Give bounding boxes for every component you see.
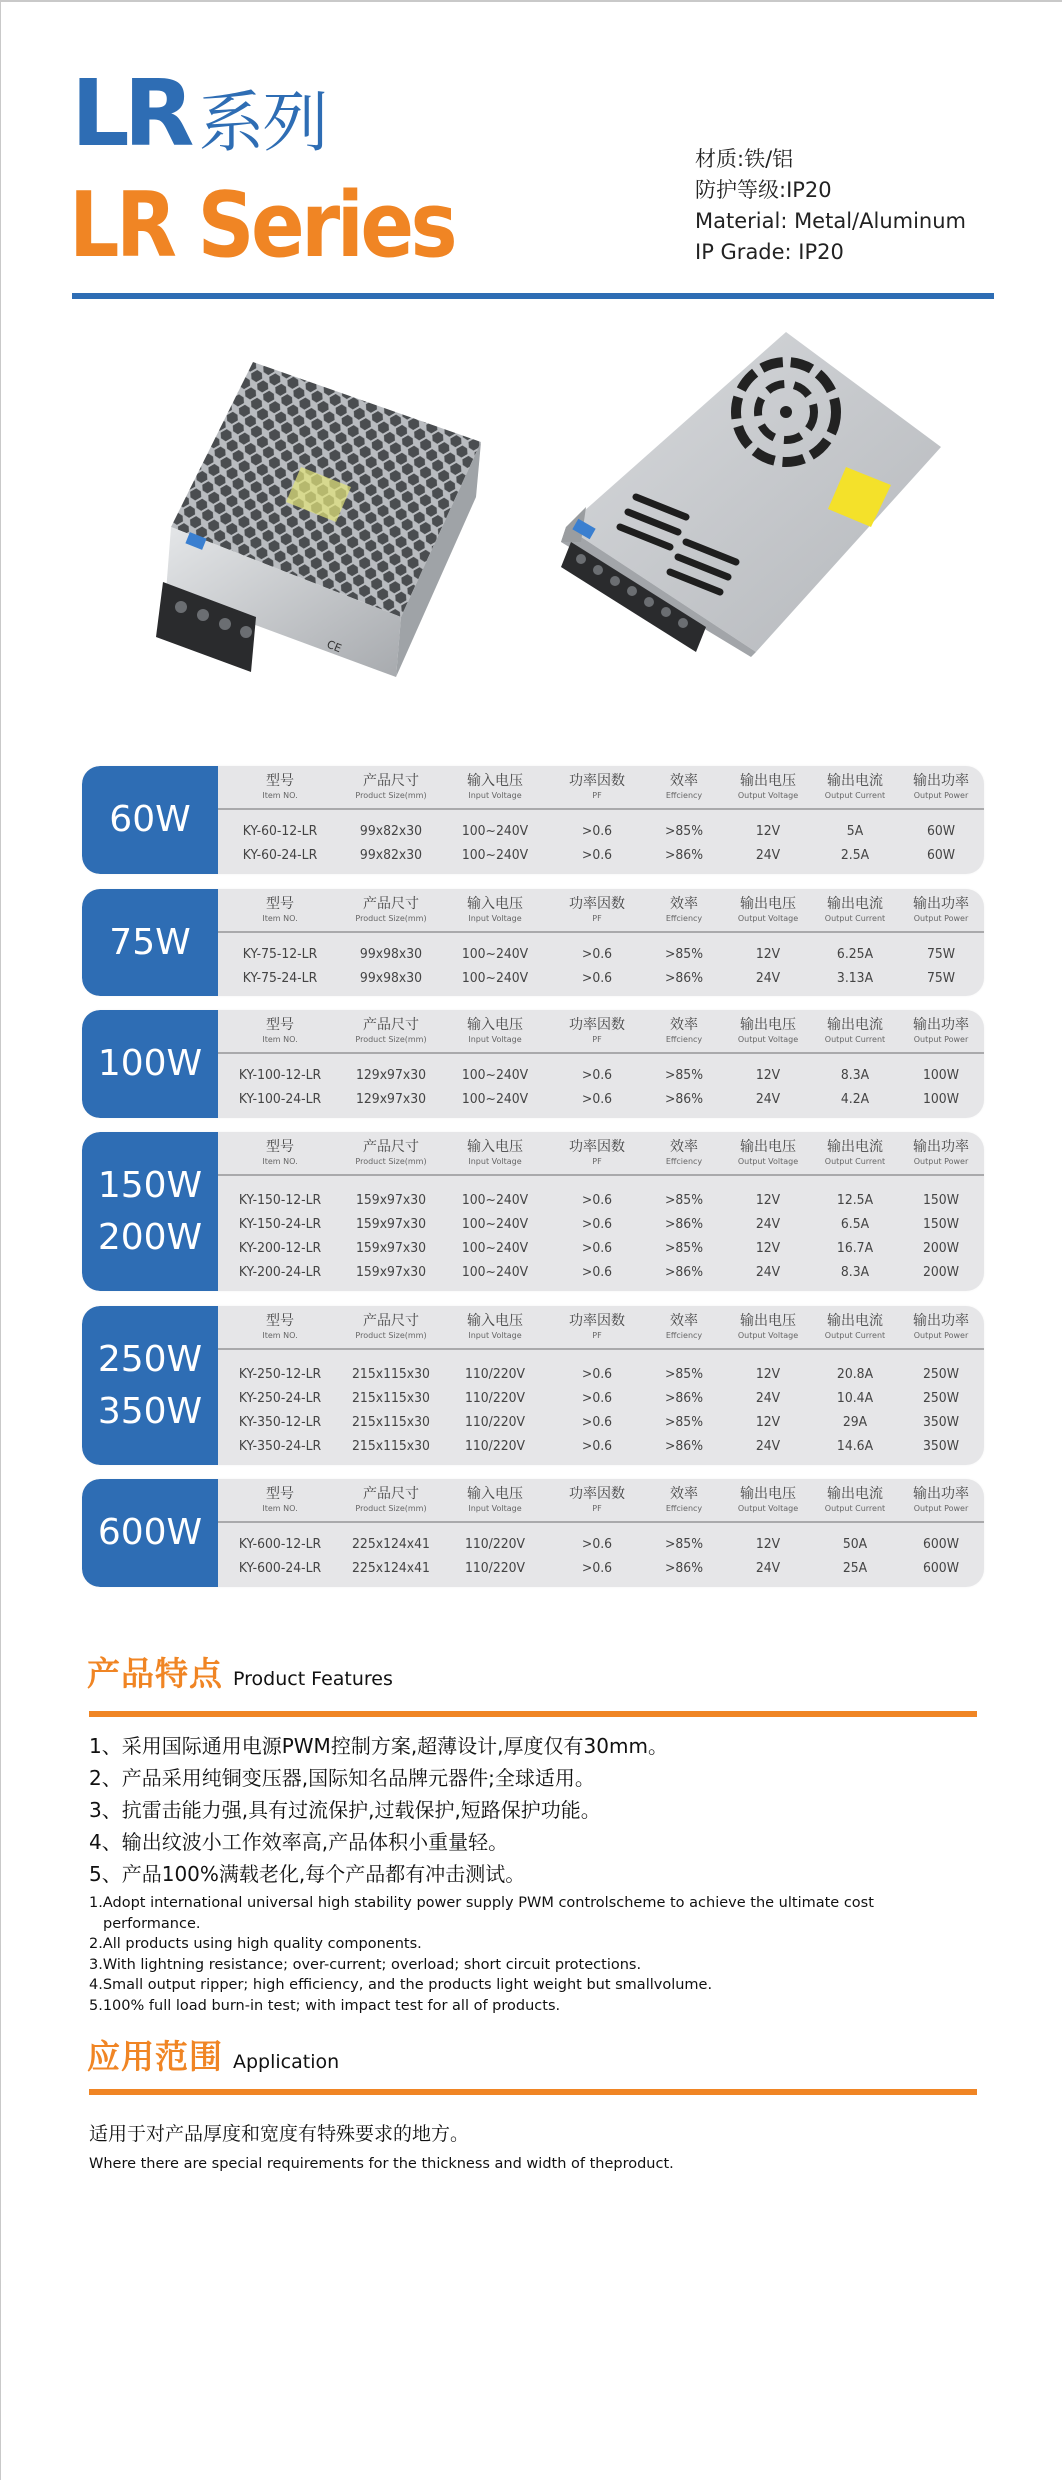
wattage-badge	[82, 889, 218, 996]
feature-item-en-continued: performance.	[103, 1915, 201, 1932]
cell-input-voltage: 100~240V	[461, 1067, 529, 1083]
cell-item-no: KY-350-12-LR	[238, 1414, 322, 1430]
cell-pf: >0.6	[581, 1414, 613, 1430]
product-image-psu-60w	[151, 347, 481, 677]
spec-table	[218, 1306, 984, 1465]
cell-item-no: KY-600-12-LR	[238, 1536, 322, 1552]
table-header-row	[218, 1479, 984, 1523]
cell-pf: >0.6	[581, 1390, 613, 1406]
col-efficiency: 效率 Effciency	[665, 1139, 703, 1166]
cell-output-voltage: 12V	[755, 1536, 781, 1552]
cell-input-voltage: 100~240V	[461, 946, 529, 962]
col-pf: 功率因数 PF	[569, 1486, 625, 1513]
cell-output-power: 250W	[923, 1390, 959, 1406]
table-header-row	[218, 766, 984, 810]
cell-pf: >0.6	[581, 823, 613, 839]
cell-size: 99x82x30	[359, 847, 423, 863]
col-input-voltage: 输入电压 Input Voltage	[467, 1313, 523, 1340]
table-header-row	[218, 889, 984, 933]
table-row	[218, 1212, 984, 1236]
cell-efficiency: >85%	[664, 1366, 704, 1382]
cell-output-power: 350W	[923, 1414, 959, 1430]
cell-efficiency: >85%	[664, 1414, 704, 1430]
wattage-label: 600W	[97, 1512, 203, 1553]
feature-item-en: 4.Small output ripper; high efficiency, and the products light weight but smallvolume.	[89, 1977, 713, 1993]
cell-size: 225x124x41	[352, 1560, 430, 1576]
cell-output-voltage: 24V	[755, 1216, 781, 1232]
features-list-en	[89, 1893, 969, 2016]
col-output-current: 输出电流 Output Current	[824, 1139, 886, 1166]
cell-item-no: KY-60-12-LR	[242, 823, 318, 839]
cell-pf: >0.6	[581, 1240, 613, 1256]
cell-input-voltage: 100~240V	[461, 847, 529, 863]
col-input-voltage: 输入电压 Input Voltage	[467, 896, 523, 923]
feature-item-cn: 1、采用国际通用电源PWM控制方案,超薄设计,厚度仅有30mm。	[89, 1734, 668, 1758]
cell-pf: >0.6	[581, 1560, 613, 1576]
cell-output-voltage: 12V	[755, 1067, 781, 1083]
cell-output-power: 600W	[923, 1560, 959, 1576]
cell-item-no: KY-200-24-LR	[238, 1264, 322, 1280]
col-input-voltage: 输入电压 Input Voltage	[467, 1017, 523, 1044]
table-row	[218, 1236, 984, 1260]
table-row	[218, 1386, 984, 1410]
cell-output-current: 50A	[842, 1536, 868, 1552]
table-row	[218, 1260, 984, 1284]
wattage-label: 75W	[109, 921, 191, 963]
cell-output-current: 12.5A	[836, 1192, 874, 1208]
cell-output-current: 6.25A	[836, 946, 874, 962]
cell-output-voltage: 12V	[755, 1366, 781, 1382]
spec-ip-cn: 防护等级:IP20	[695, 178, 832, 202]
col-output-power: 输出功率 Output Power	[913, 1017, 969, 1044]
table-header-row	[218, 1306, 984, 1350]
col-input-voltage: 输入电压 Input Voltage	[467, 1486, 523, 1513]
col-efficiency: 效率 Effciency	[665, 896, 703, 923]
spec-table-100w	[82, 1010, 984, 1118]
col-product-size: 产品尺寸 Product Size(mm)	[355, 1139, 427, 1166]
cell-efficiency: >85%	[664, 1192, 704, 1208]
cell-input-voltage: 100~240V	[461, 823, 529, 839]
spec-table-60w	[82, 766, 984, 874]
cell-size: 225x124x41	[352, 1536, 430, 1552]
table-row	[218, 942, 984, 966]
feature-item-en: 1.Adopt international universal high stability power supply PWM controlscheme to achieve the ultimate cost	[89, 1895, 874, 1911]
spec-table	[218, 1010, 984, 1118]
table-row	[218, 1063, 984, 1087]
cell-input-voltage: 100~240V	[461, 1264, 529, 1280]
spec-table-75w	[82, 889, 984, 996]
cell-output-power: 600W	[923, 1536, 959, 1552]
cell-efficiency: >86%	[664, 970, 704, 986]
table-row	[218, 1532, 984, 1556]
cell-output-current: 14.6A	[836, 1438, 874, 1454]
col-item-no: 型号 Item NO.	[262, 1017, 298, 1044]
col-output-voltage: 输出电压 Output Voltage	[737, 1017, 799, 1044]
cell-size: 215x115x30	[352, 1414, 430, 1430]
series-title-en: LR Series	[69, 173, 455, 278]
wattage-badge	[82, 1306, 218, 1465]
cell-output-current: 8.3A	[840, 1264, 870, 1280]
product-image-psu-350w	[546, 327, 946, 657]
spec-ip-en: IP Grade: IP20	[695, 240, 844, 264]
cell-output-current: 8.3A	[840, 1067, 870, 1083]
spec-table-250w-350w	[82, 1306, 984, 1465]
col-product-size: 产品尺寸 Product Size(mm)	[355, 773, 427, 800]
col-item-no: 型号 Item NO.	[262, 1486, 298, 1513]
col-pf: 功率因数 PF	[569, 896, 625, 923]
cell-efficiency: >86%	[664, 1438, 704, 1454]
application-heading	[87, 2037, 339, 2077]
feature-item-cn: 5、产品100%满载老化,每个产品都有冲击测试。	[89, 1862, 526, 1886]
cell-output-power: 150W	[923, 1192, 959, 1208]
features-divider	[89, 1711, 977, 1717]
cell-item-no: KY-200-12-LR	[238, 1240, 322, 1256]
wattage-badge	[82, 1132, 218, 1291]
col-efficiency: 效率 Effciency	[665, 1017, 703, 1044]
cell-size: 215x115x30	[352, 1438, 430, 1454]
col-pf: 功率因数 PF	[569, 1139, 625, 1166]
table-row	[218, 1087, 984, 1111]
table-row	[218, 1556, 984, 1580]
table-header-row	[218, 1132, 984, 1176]
feature-item-en: 5.100% full load burn-in test; with impact test for all of products.	[89, 1997, 561, 2014]
cell-input-voltage: 100~240V	[461, 1192, 529, 1208]
spec-table	[218, 766, 984, 874]
application-text-en: Where there are special requirements for the thickness and width of theproduct.	[89, 2156, 674, 2172]
col-output-voltage: 输出电压 Output Voltage	[737, 1313, 799, 1340]
cell-output-current: 4.2A	[840, 1091, 870, 1107]
cell-output-voltage: 24V	[755, 1091, 781, 1107]
cell-output-current: 20.8A	[836, 1366, 874, 1382]
cell-input-voltage: 110/220V	[464, 1366, 526, 1382]
wattage-badge	[82, 1010, 218, 1118]
cell-size: 159x97x30	[355, 1216, 427, 1232]
cell-item-no: KY-250-12-LR	[238, 1366, 322, 1382]
cell-output-voltage: 24V	[755, 1264, 781, 1280]
table-row	[218, 1410, 984, 1434]
cell-efficiency: >86%	[664, 1264, 704, 1280]
col-pf: 功率因数 PF	[569, 773, 625, 800]
cell-output-current: 2.5A	[840, 847, 870, 863]
cell-size: 129x97x30	[355, 1067, 427, 1083]
col-item-no: 型号 Item NO.	[262, 1313, 298, 1340]
cell-output-power: 100W	[923, 1067, 959, 1083]
col-item-no: 型号 Item NO.	[262, 773, 298, 800]
cell-size: 99x98x30	[359, 970, 423, 986]
cell-item-no: KY-100-12-LR	[238, 1067, 322, 1083]
cell-output-power: 200W	[923, 1264, 959, 1280]
cell-output-power: 75W	[926, 970, 956, 986]
cell-output-current: 5A	[846, 823, 864, 839]
cell-size: 99x82x30	[359, 823, 423, 839]
spec-summary	[695, 144, 966, 268]
cell-item-no: KY-75-24-LR	[242, 970, 318, 986]
col-output-voltage: 输出电压 Output Voltage	[737, 773, 799, 800]
spec-table	[218, 1132, 984, 1291]
spec-table-600w	[82, 1479, 984, 1587]
cell-efficiency: >86%	[664, 1390, 704, 1406]
col-output-current: 输出电流 Output Current	[824, 1313, 886, 1340]
cell-size: 129x97x30	[355, 1091, 427, 1107]
cell-pf: >0.6	[581, 1438, 613, 1454]
spec-material-en: Material: Metal/Aluminum	[695, 209, 966, 233]
col-output-voltage: 输出电压 Output Voltage	[737, 1486, 799, 1513]
cell-item-no: KY-100-24-LR	[238, 1091, 322, 1107]
cell-input-voltage: 110/220V	[464, 1560, 526, 1576]
cell-output-power: 75W	[926, 946, 956, 962]
col-output-current: 输出电流 Output Current	[824, 1017, 886, 1044]
cell-item-no: KY-600-24-LR	[238, 1560, 322, 1576]
feature-item-cn: 2、产品采用纯铜变压器,国际知名品牌元器件;全球适用。	[89, 1766, 595, 1790]
features-heading	[87, 1654, 393, 1694]
col-output-voltage: 输出电压 Output Voltage	[737, 896, 799, 923]
cell-output-voltage: 12V	[755, 823, 781, 839]
spec-table	[218, 889, 984, 996]
feature-item-en: 3.With lightning resistance; over-current; overload; short circuit protections.	[89, 1956, 642, 1973]
cell-efficiency: >85%	[664, 823, 704, 839]
cell-pf: >0.6	[581, 1264, 613, 1280]
wattage-label: 150W	[97, 1164, 203, 1206]
feature-item-en: 2.All products using high quality components.	[89, 1936, 422, 1952]
col-output-current: 输出电流 Output Current	[824, 1486, 886, 1513]
table-row	[218, 966, 984, 990]
cell-pf: >0.6	[581, 946, 613, 962]
cell-efficiency: >85%	[664, 1536, 704, 1552]
cell-input-voltage: 110/220V	[464, 1390, 526, 1406]
cell-output-power: 100W	[923, 1091, 959, 1107]
cell-size: 99x98x30	[359, 946, 423, 962]
table-row	[218, 843, 984, 867]
cell-item-no: KY-150-12-LR	[238, 1192, 322, 1208]
cell-output-power: 60W	[926, 823, 956, 839]
application-heading-cn: 应用范围	[87, 2037, 223, 2076]
col-output-power: 输出功率 Output Power	[913, 896, 969, 923]
cell-input-voltage: 110/220V	[464, 1414, 526, 1430]
cell-output-current: 3.13A	[836, 970, 874, 986]
application-text-cn: 适用于对产品厚度和宽度有特殊要求的地方。	[89, 2123, 470, 2145]
cell-efficiency: >85%	[664, 1067, 704, 1083]
table-row	[218, 1434, 984, 1458]
cell-efficiency: >86%	[664, 1216, 704, 1232]
col-output-voltage: 输出电压 Output Voltage	[737, 1139, 799, 1166]
spec-material-cn: 材质:铁/铝	[695, 147, 794, 171]
cell-pf: >0.6	[581, 1366, 613, 1382]
cell-pf: >0.6	[581, 847, 613, 863]
cell-size: 215x115x30	[352, 1366, 430, 1382]
cell-efficiency: >85%	[664, 946, 704, 962]
spec-table	[218, 1479, 984, 1587]
cell-pf: >0.6	[581, 970, 613, 986]
svg-text:CE: CE	[324, 637, 344, 656]
col-efficiency: 效率 Effciency	[665, 773, 703, 800]
cell-pf: >0.6	[581, 1091, 613, 1107]
cell-output-voltage: 12V	[755, 1240, 781, 1256]
cell-size: 159x97x30	[355, 1240, 427, 1256]
cell-output-voltage: 12V	[755, 946, 781, 962]
col-efficiency: 效率 Effciency	[665, 1486, 703, 1513]
col-item-no: 型号 Item NO.	[262, 896, 298, 923]
col-output-power: 输出功率 Output Power	[913, 1313, 969, 1340]
cell-item-no: KY-75-12-LR	[242, 946, 318, 962]
cell-item-no: KY-150-24-LR	[238, 1216, 322, 1232]
header-divider	[72, 293, 994, 299]
cell-output-voltage: 24V	[755, 1390, 781, 1406]
col-product-size: 产品尺寸 Product Size(mm)	[355, 1486, 427, 1513]
cell-efficiency: >85%	[664, 1240, 704, 1256]
cell-input-voltage: 110/220V	[464, 1438, 526, 1454]
series-word-cn: 系列	[198, 84, 327, 161]
cell-output-voltage: 24V	[755, 1560, 781, 1576]
features-heading-cn: 产品特点	[87, 1654, 223, 1693]
table-row	[218, 1362, 984, 1386]
cell-output-voltage: 24V	[755, 970, 781, 986]
cell-input-voltage: 100~240V	[461, 970, 529, 986]
table-row	[218, 1188, 984, 1212]
wattage-badge	[82, 1479, 218, 1587]
cell-output-current: 16.7A	[836, 1240, 874, 1256]
wattage-label: 350W	[97, 1390, 203, 1432]
cell-pf: >0.6	[581, 1192, 613, 1208]
wattage-badge	[82, 766, 218, 874]
cell-output-current: 10.4A	[836, 1390, 874, 1406]
cell-output-current: 25A	[842, 1560, 868, 1576]
series-title-cn	[71, 60, 327, 167]
cell-output-power: 250W	[923, 1366, 959, 1382]
col-item-no: 型号 Item NO.	[262, 1139, 298, 1166]
cell-input-voltage: 100~240V	[461, 1091, 529, 1107]
col-efficiency: 效率 Effciency	[665, 1313, 703, 1340]
wattage-label: 100W	[97, 1043, 203, 1084]
cell-output-current: 6.5A	[840, 1216, 870, 1232]
cell-output-voltage: 24V	[755, 847, 781, 863]
cell-efficiency: >86%	[664, 1560, 704, 1576]
cell-size: 159x97x30	[355, 1264, 427, 1280]
table-row	[218, 819, 984, 843]
spec-table-150w-200w	[82, 1132, 984, 1291]
cell-output-power: 350W	[923, 1438, 959, 1454]
cell-item-no: KY-60-24-LR	[242, 847, 318, 863]
col-product-size: 产品尺寸 Product Size(mm)	[355, 896, 427, 923]
col-output-current: 输出电流 Output Current	[824, 896, 886, 923]
series-code: LR	[71, 60, 189, 167]
application-divider	[89, 2089, 977, 2095]
cell-output-voltage: 12V	[755, 1414, 781, 1430]
cell-pf: >0.6	[581, 1067, 613, 1083]
feature-item-cn: 3、抗雷击能力强,具有过流保护,过载保护,短路保护功能。	[89, 1798, 601, 1822]
col-output-current: 输出电流 Output Current	[824, 773, 886, 800]
wattage-label: 250W	[97, 1338, 203, 1380]
cell-input-voltage: 100~240V	[461, 1240, 529, 1256]
col-input-voltage: 输入电压 Input Voltage	[467, 1139, 523, 1166]
cell-size: 159x97x30	[355, 1192, 427, 1208]
features-heading-en: Product Features	[233, 1668, 393, 1690]
wattage-label: 60W	[109, 799, 191, 840]
cell-pf: >0.6	[581, 1536, 613, 1552]
cell-output-voltage: 24V	[755, 1438, 781, 1454]
col-output-power: 输出功率 Output Power	[913, 773, 969, 800]
col-product-size: 产品尺寸 Product Size(mm)	[355, 1313, 427, 1340]
col-output-power: 输出功率 Output Power	[913, 1486, 969, 1513]
cell-output-voltage: 12V	[755, 1192, 781, 1208]
col-output-power: 输出功率 Output Power	[913, 1139, 969, 1166]
application-heading-en: Application	[233, 2051, 340, 2073]
cell-size: 215x115x30	[352, 1390, 430, 1406]
cell-item-no: KY-350-24-LR	[238, 1438, 322, 1454]
col-pf: 功率因数 PF	[569, 1313, 625, 1340]
col-product-size: 产品尺寸 Product Size(mm)	[355, 1017, 427, 1044]
cell-input-voltage: 110/220V	[464, 1536, 526, 1552]
cell-output-power: 150W	[923, 1216, 959, 1232]
col-input-voltage: 输入电压 Input Voltage	[467, 773, 523, 800]
cell-input-voltage: 100~240V	[461, 1216, 529, 1232]
wattage-label: 200W	[97, 1216, 203, 1258]
features-list-cn	[89, 1730, 668, 1890]
cell-output-power: 60W	[926, 847, 956, 863]
cell-output-power: 200W	[923, 1240, 959, 1256]
cell-item-no: KY-250-24-LR	[238, 1390, 322, 1406]
cell-efficiency: >86%	[664, 847, 704, 863]
cell-pf: >0.6	[581, 1216, 613, 1232]
feature-item-cn: 4、输出纹波小工作效率高,产品体积小重量轻。	[89, 1830, 509, 1854]
cell-output-current: 29A	[842, 1414, 868, 1430]
table-header-row	[218, 1010, 984, 1054]
col-pf: 功率因数 PF	[569, 1017, 625, 1044]
cell-efficiency: >86%	[664, 1091, 704, 1107]
